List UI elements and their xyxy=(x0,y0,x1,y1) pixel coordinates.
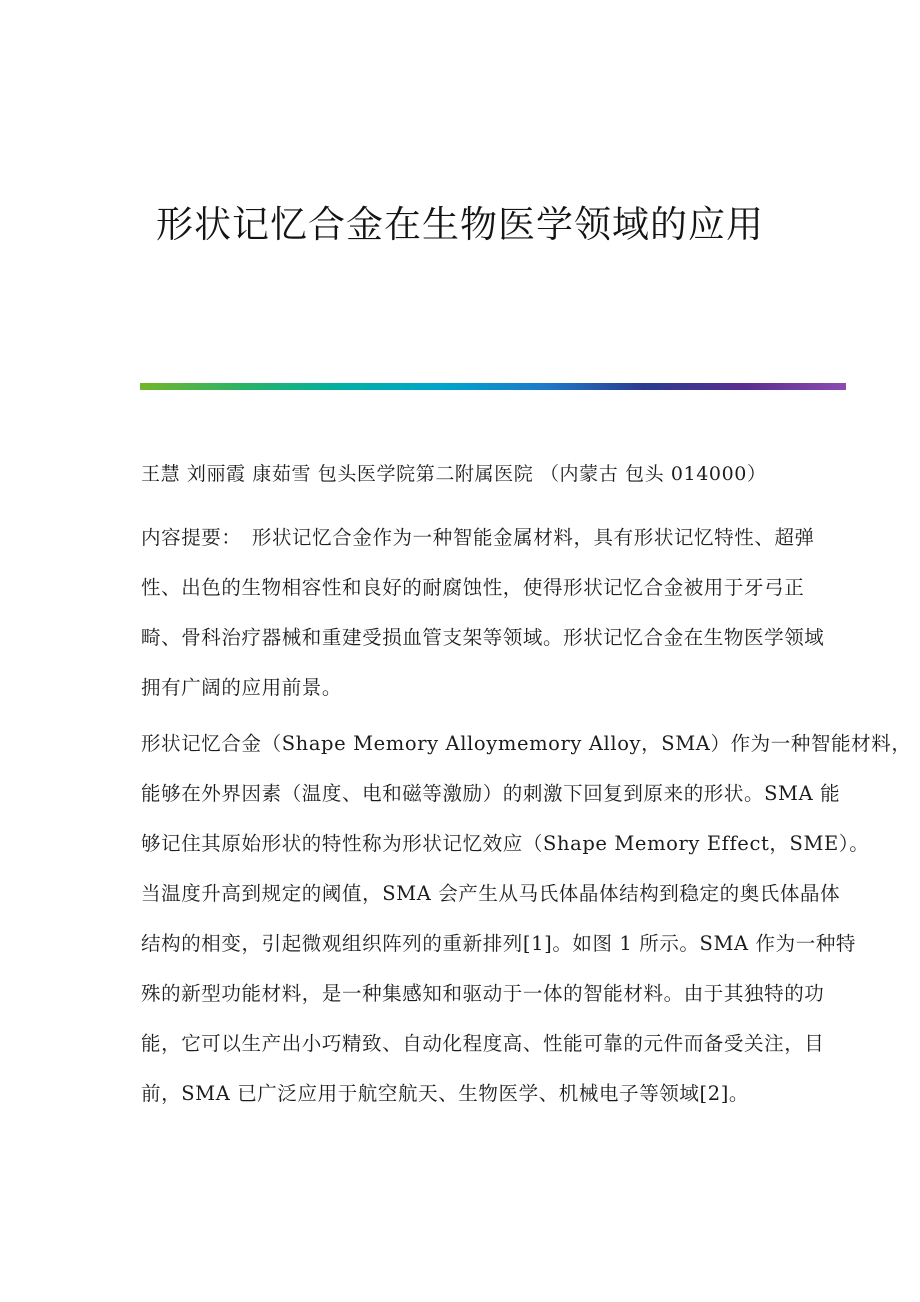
abstract-line: 拥有广阔的应用前景。 xyxy=(141,676,343,699)
abstract-line: 畸、骨科治疗器械和重建受损血管支架等领域。形状记忆合金在生物医学领域 xyxy=(141,626,825,649)
author-byline: 王慧 刘丽霞 康茹雪 包头医学院第二附属医院 （内蒙古 包头 014000） xyxy=(141,463,767,485)
body-line: 能够在外界因素（温度、电和磁等激励）的刺激下回复到原来的形状。SMA 能 xyxy=(141,782,841,805)
body-line: 结构的相变，引起微观组织阵列的重新排列[1]。如图 1 所示。SMA 作为一种特 xyxy=(141,932,857,955)
body-line: 能，它可以生产出小巧精致、自动化程度高、性能可靠的元件而备受关注，目 xyxy=(141,1032,825,1055)
body-line: 当温度升高到规定的阈值，SMA 会产生从马氏体晶体结构到稳定的奥氏体晶体 xyxy=(141,882,841,905)
abstract-line: 性、出色的生物相容性和良好的耐腐蚀性，使得形状记忆合金被用于牙弓正 xyxy=(141,576,805,599)
abstract-line: 内容提要： 形状记忆合金作为一种智能金属材料，具有形状记忆特性、超弹 xyxy=(141,526,815,549)
body-paragraph xyxy=(141,719,912,1119)
page-title: 形状记忆合金在生物医学领域的应用 xyxy=(156,203,764,246)
gradient-divider xyxy=(140,383,846,390)
body-line: 殊的新型功能材料，是一种集感知和驱动于一体的智能材料。由于其独特的功 xyxy=(141,982,825,1005)
body-line: 前，SMA 已广泛应用于航空航天、生物医学、机械电子等领域[2]。 xyxy=(141,1082,750,1105)
body-line: 形状记忆合金（Shape Memory Alloymemory Alloy，SMA）作为一种智能材料， xyxy=(141,732,912,755)
body-line: 够记住其原始形状的特性称为形状记忆效应（Shape Memory Effect，SME）。 xyxy=(141,832,870,855)
abstract-paragraph xyxy=(141,513,861,713)
